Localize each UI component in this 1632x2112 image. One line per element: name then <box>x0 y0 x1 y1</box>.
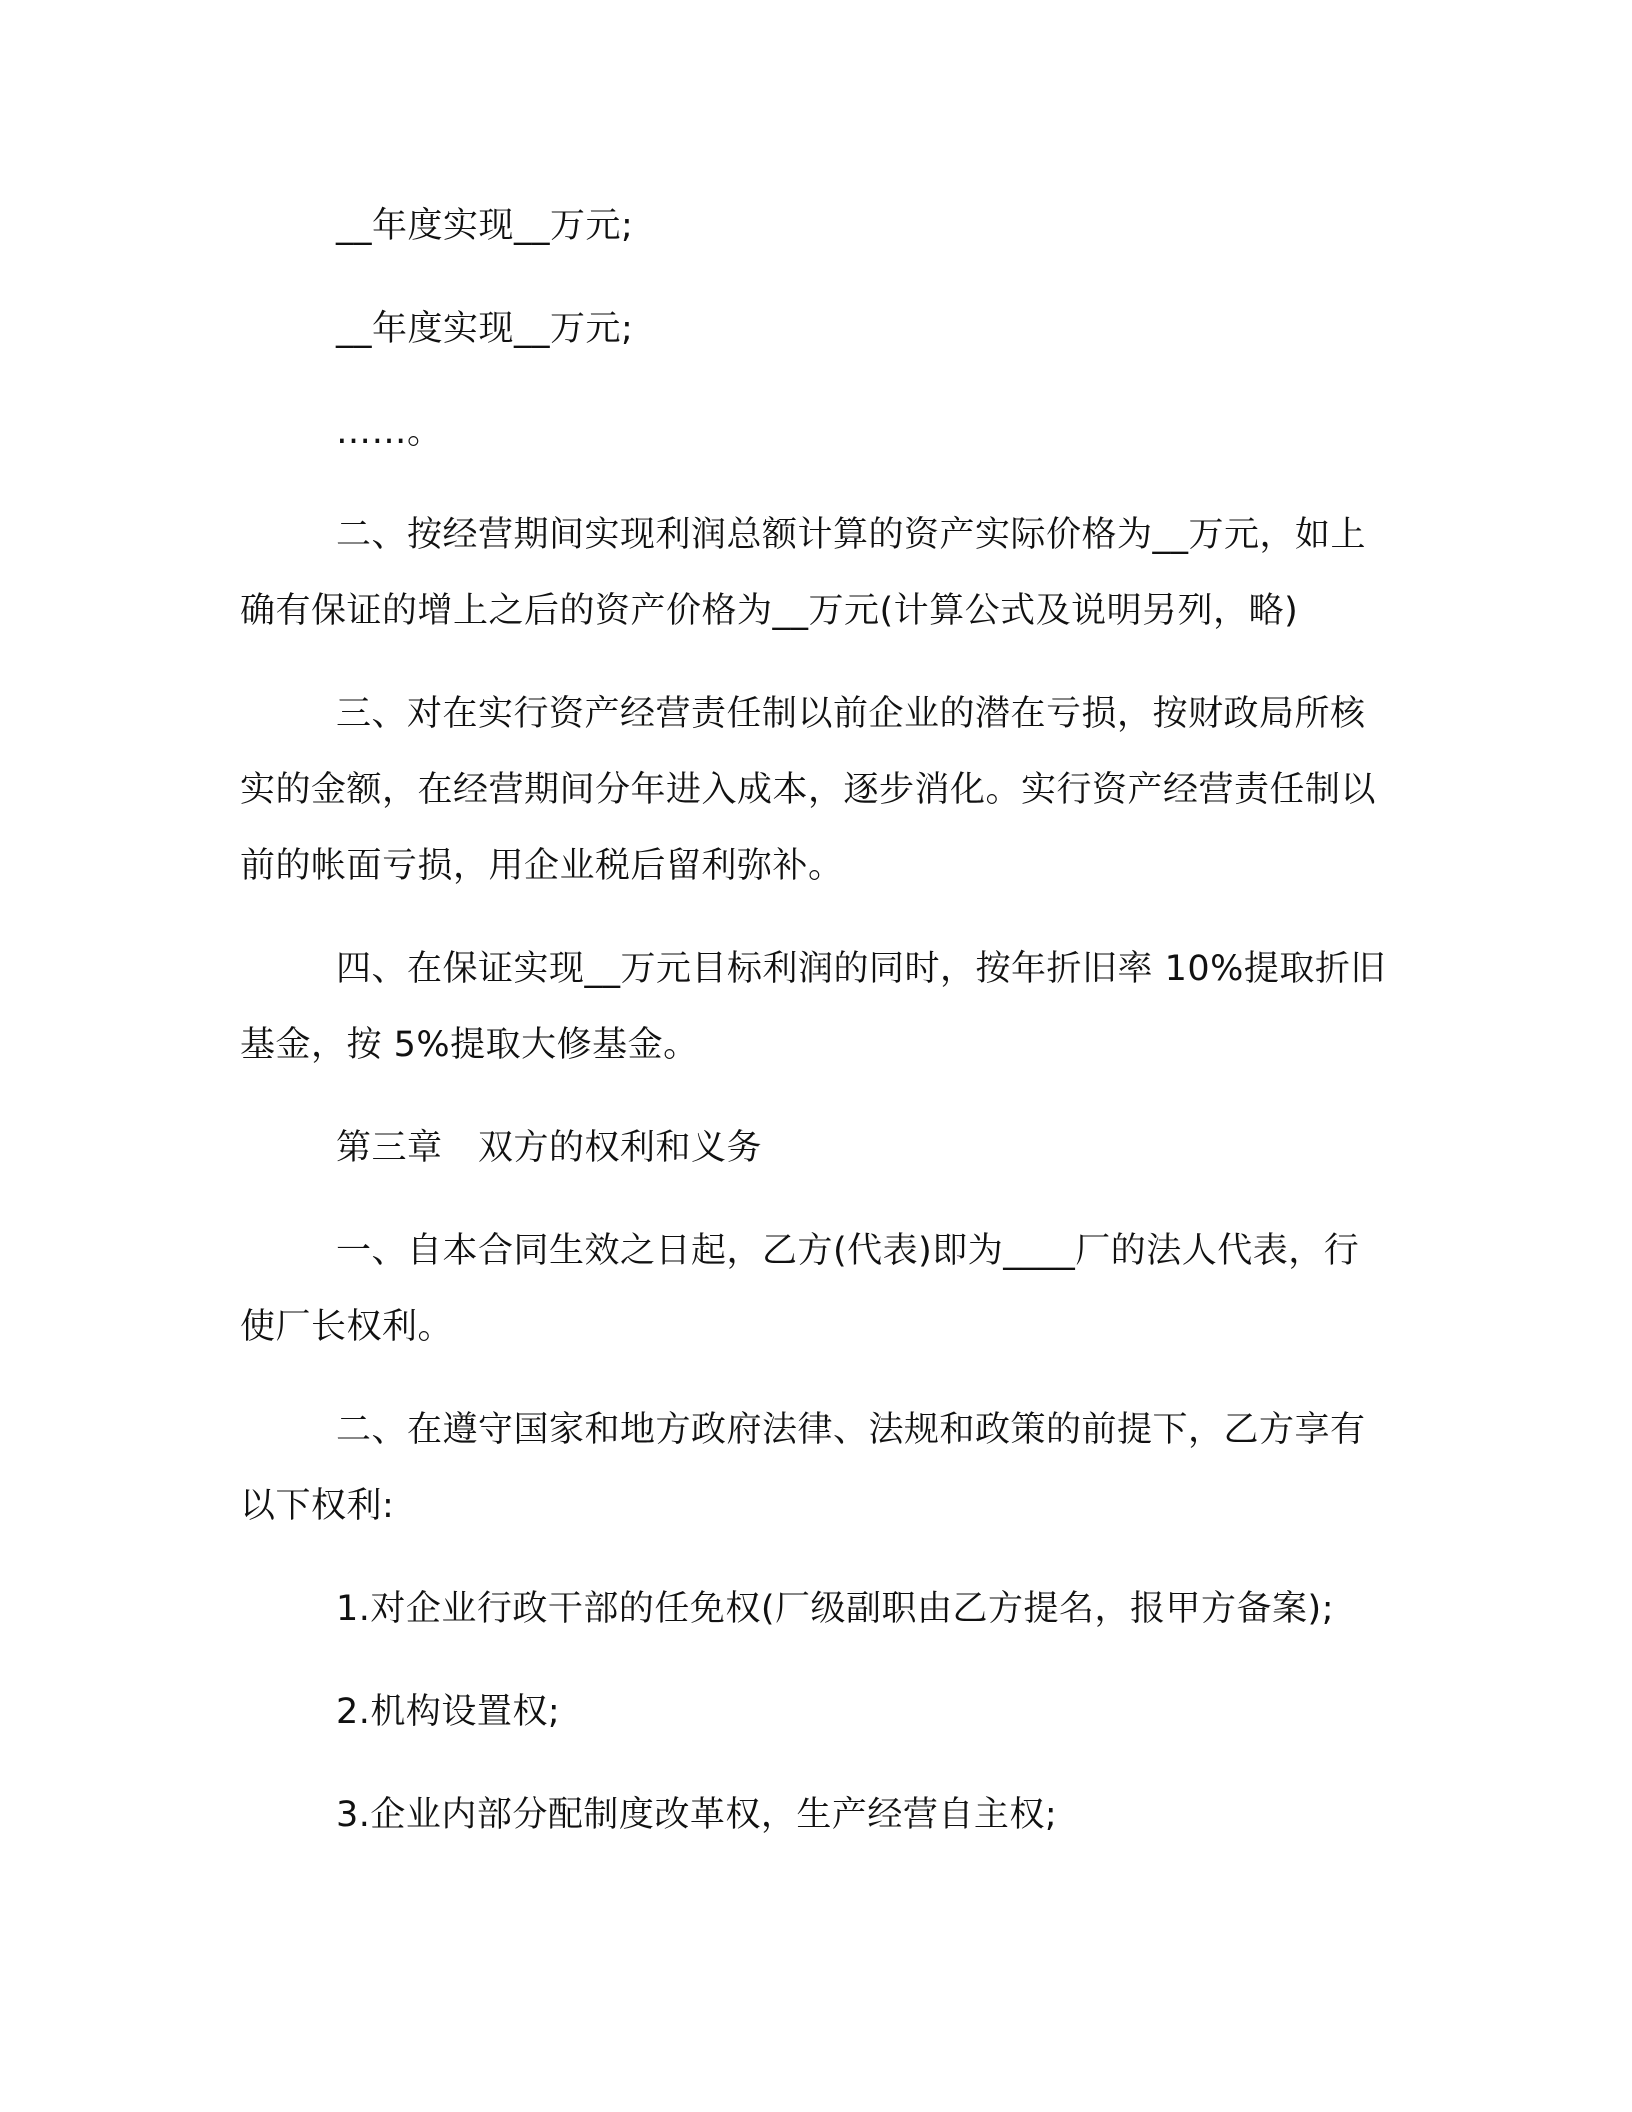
list-item-3: 3.企业内部分配制度改革权，生产经营自主权; <box>336 1795 1058 1835</box>
paragraph-clause-3: 三、对在实行资产经营责任制以前企业的潜在亏损，按财政局所核实的金额，在经营期间分年进入成本，逐步消化。实行资产经营责任制以前的帐面亏损，用企业税后留利弥补。 <box>240 694 1377 886</box>
paragraph-clause-2: 二、按经营期间实现利润总额计算的资产实际价格为__万元，如上确有保证的增上之后的资产价格为__万元(计算公式及说明另列，略) <box>240 515 1367 631</box>
paragraph-clause-4: 四、在保证实现__万元目标利润的同时，按年折旧率 10%提取折旧基金，按 5%提取大修基金。 <box>240 949 1386 1065</box>
chapter-heading: 第三章 双方的权利和义务 <box>336 1128 763 1168</box>
paragraph-year-1: __年度实现__万元; <box>336 206 634 246</box>
paragraph-rights-2: 二、在遵守国家和地方政府法律、法规和政策的前提下，乙方享有以下权利: <box>240 1410 1366 1526</box>
list-item-2: 2.机构设置权; <box>336 1692 561 1732</box>
paragraph-ellipsis: ……。 <box>336 412 443 452</box>
list-item-1: 1.对企业行政干部的任免权(厂级副职由乙方提名，报甲方备案); <box>336 1589 1334 1629</box>
paragraph-year-2: __年度实现__万元; <box>336 309 634 349</box>
document-body <box>240 188 1390 1880</box>
paragraph-rights-1: 一、自本合同生效之日起，乙方(代表)即为____厂的法人代表，行使厂长权利。 <box>240 1231 1360 1347</box>
